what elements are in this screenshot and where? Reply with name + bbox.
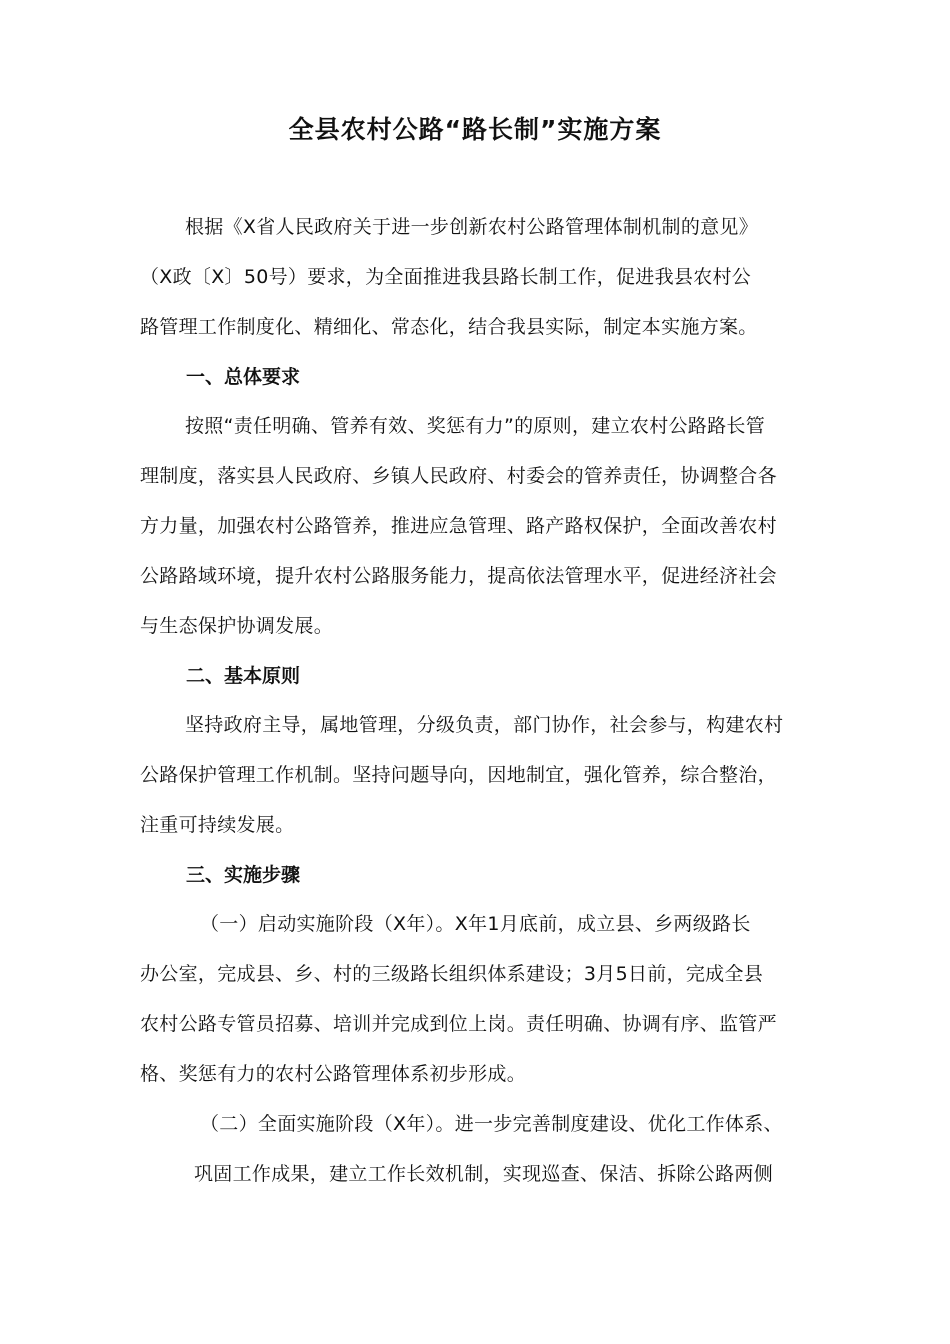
text-line: （X政〔X〕50号）要求，为全面推进我县路长制工作，促进我县农村公 [140,266,752,288]
text-line: 注重可持续发展。 [140,814,295,836]
text-line: 办公室，完成县、乡、村的三级路长组织体系建设；3月5日前，完成全县 [140,963,764,985]
section-heading: 二、基本原则 [186,665,301,687]
section-heading: 一、总体要求 [186,366,301,388]
text-line: 公路路域环境，提升农村公路服务能力，提高依法管理水平，促进经济社会 [140,565,777,587]
text-line: 坚持政府主导，属地管理，分级负责，部门协作，社会参与，构建农村 [185,714,784,736]
text-line: 与生态保护协调发展。 [140,615,334,637]
document-title: 全县农村公路“路长制”实施方案 [288,115,662,144]
text-line: （一）启动实施阶段（X年）。X年1月底前，成立县、乡两级路长 [200,913,751,935]
text-line: （二）全面实施阶段（X年）。进一步完善制度建设、优化工作体系、 [200,1113,783,1135]
subsection-paragraph [140,1099,820,1199]
section-heading: 三、实施步骤 [186,864,301,886]
section-paragraph [140,700,820,850]
text-line: 理制度，落实县人民政府、乡镇人民政府、村委会的管养责任，协调整合各 [140,465,777,487]
text-line: 巩固工作成果，建立工作长效机制，实现巡查、保洁、拆除公路两侧 [194,1163,774,1185]
text-line: 公路保护管理工作机制。坚持问题导向，因地制宜，强化管养，综合整治， [140,764,777,786]
text-line: 农村公路专管员招募、培训并完成到位上岗。责任明确、协调有序、监管严 [140,1013,777,1035]
text-line: 方力量，加强农村公路管养，推进应急管理、路产路权保护，全面改善农村 [140,515,777,537]
intro-paragraph [140,202,820,352]
subsection-paragraph [140,899,820,1099]
text-line: 按照“责任明确、管养有效、奖惩有力”的原则，建立农村公路路长管 [185,415,765,437]
section-paragraph [140,401,820,651]
text-line: 格、奖惩有力的农村公路管理体系初步形成。 [140,1063,527,1085]
text-line: 路管理工作制度化、精细化、常态化，结合我县实际，制定本实施方案。 [140,316,758,338]
text-line: 根据《X省人民政府关于进一步创新农村公路管理体制机制的意见》 [185,216,759,238]
